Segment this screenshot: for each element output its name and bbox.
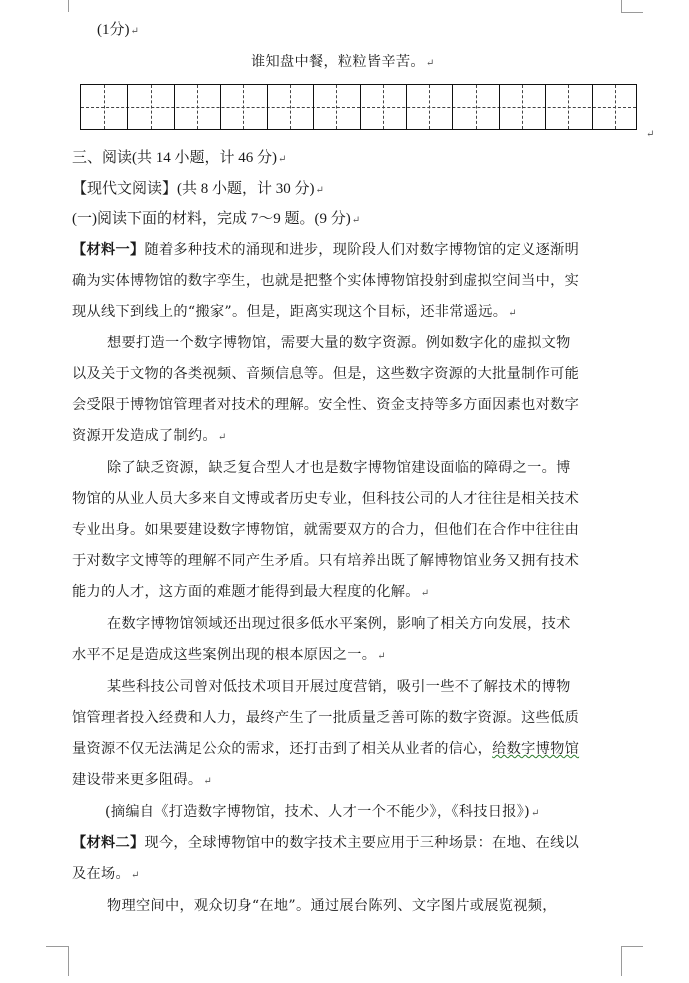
material1-line: 【材料一】随着多种技术的涌现和进步，现阶段人们对数字博物馆的定义逐渐明	[72, 242, 580, 258]
paragraph-line: 某些科技公司曾对低技术项目开展过度营销，吸引一些不了解技术的博物	[107, 679, 571, 695]
grid-cell-center-guide	[383, 85, 384, 129]
crop-mark-bottom-right-h	[621, 946, 643, 947]
crop-mark-top-left-v	[68, 0, 69, 12]
source-citation: (摘编自《打造数字博物馆，技术、人才一个不能少》，《科技日报》)↵	[105, 804, 540, 820]
paragraph-line: 会受限于博物馆管理者对技术的理解。安全性、资金支持等多方面因素也对数字	[72, 397, 580, 413]
grid-cell-center-guide	[568, 85, 569, 129]
grid-cell-divider	[360, 85, 361, 129]
paragraph-line: 及在场。↵	[72, 866, 140, 882]
paragraph-line: 能力的人才，这方面的难题才能得到最大程度的化解。↵	[72, 584, 430, 600]
score-text: (1分)↵	[97, 22, 139, 38]
paragraph-line: 量资源不仅无法满足公众的需求，还打击到了相关从业者的信心，给数字博物馆	[72, 741, 580, 757]
paragraph-line: 物馆的从业人员大多来自文博或者历史专业，但科技公司的人才往往是相关技术	[72, 491, 580, 507]
grid-cell-divider	[174, 85, 175, 129]
paragraph-mark: ↵	[646, 129, 655, 140]
grid-cell-center-guide	[151, 85, 152, 129]
grid-cell-divider	[313, 85, 314, 129]
grid-cell-divider	[127, 85, 128, 129]
material2-label: 【材料二】	[72, 835, 145, 851]
material1-label: 【材料一】	[72, 242, 145, 258]
part1-heading: (一)阅读下面的材料，完成 7～9 题。(9 分)↵	[72, 211, 361, 227]
crop-mark-top-right-h	[621, 12, 643, 13]
grid-cell-center-guide	[104, 85, 105, 129]
crop-mark-bottom-right-v	[621, 946, 622, 976]
grid-cell-divider	[267, 85, 268, 129]
grid-cell-divider	[220, 85, 221, 129]
paragraph-line: 于对数字文博等的理解不同产生矛盾。只有培养出既了解博物馆业务又拥有技术	[72, 553, 580, 569]
paragraph-line: 想要打造一个数字博物馆，需要大量的数字资源。例如数字化的虚拟文物	[107, 335, 571, 351]
grid-cell-divider	[592, 85, 593, 129]
paragraph-line: 资源开发造成了制约。↵	[72, 428, 227, 444]
paragraph-line: 建设带来更多阻碍。↵	[72, 772, 213, 788]
grid-cell-center-guide	[243, 85, 244, 129]
material2-line: 【材料二】现今，全球博物馆中的数字技术主要应用于三种场景：在地、在线以	[72, 835, 580, 851]
paragraph-line: 除了缺乏资源，缺乏复合型人才也是数字博物馆建设面临的障碍之一。博	[107, 460, 571, 476]
crop-mark-bottom-left-h	[46, 946, 68, 947]
poem-line: 谁知盘中餐，粒粒皆辛苦。↵	[251, 54, 435, 70]
grid-midline	[81, 107, 636, 108]
paragraph-line: 确为实体博物馆的数字孪生，也就是把整个实体博物馆投射到虚拟空间当中，实	[72, 273, 580, 289]
grammar-check-underline[interactable]: 给数字博物馆	[492, 741, 580, 757]
grid-cell-divider	[545, 85, 546, 129]
paragraph-line: 以及关于文物的各类视频、音频信息等。但是，这些数字资源的大批量制作可能	[72, 366, 580, 382]
grid-cell-center-guide	[476, 85, 477, 129]
writing-grid[interactable]	[80, 84, 637, 130]
grid-cell-divider	[452, 85, 453, 129]
paragraph-line: 专业出身。如果要建设数字博物馆，就需要双方的合力，但他们在合作中往往由	[72, 522, 580, 538]
grid-cell-center-guide	[429, 85, 430, 129]
section-heading: 三、阅读(共 14 小题，计 46 分)↵	[72, 150, 287, 166]
grid-cell-divider	[406, 85, 407, 129]
paragraph-line: 在数字博物馆领域还出现过很多低水平案例，影响了相关方向发展，技术	[107, 616, 571, 632]
grid-cell-center-guide	[290, 85, 291, 129]
grid-cell-divider	[499, 85, 500, 129]
modern-reading-heading: 【现代文阅读】(共 8 小题，计 30 分)↵	[72, 181, 324, 197]
paragraph-line: 现从线下到线上的“搬家”。但是，距离实现这个目标，还非常遥远。↵	[72, 304, 517, 320]
paragraph-line: 物理空间中，观众切身“在地”。通过展台陈列、文字图片或展览视频，	[107, 898, 557, 914]
crop-mark-bottom-left-v	[68, 946, 69, 976]
paragraph-line: 馆管理者投入经费和人力，最终产生了一批质量乏善可陈的数字资源。这些低质	[72, 710, 580, 726]
grid-cell-center-guide	[615, 85, 616, 129]
grid-cell-center-guide	[197, 85, 198, 129]
grid-cell-center-guide	[522, 85, 523, 129]
paragraph-line: 水平不足是造成这些案例出现的根本原因之一。↵	[72, 647, 386, 663]
grid-cell-center-guide	[336, 85, 337, 129]
crop-mark-top-right-v	[621, 0, 622, 12]
